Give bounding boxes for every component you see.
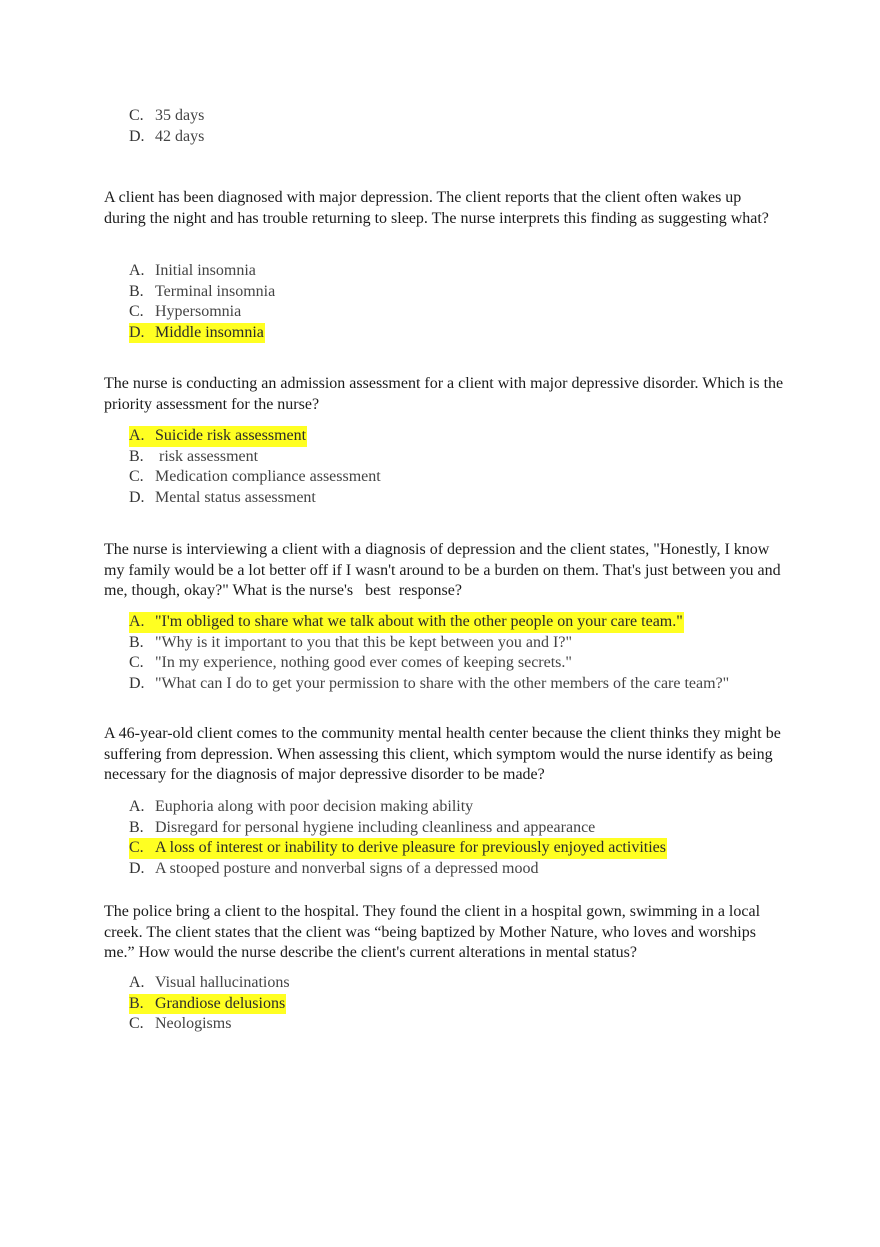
option-letter: A. <box>129 262 145 279</box>
option-d <box>129 488 382 509</box>
option-letter: A. <box>129 798 145 815</box>
option-d <box>129 127 205 148</box>
question-text: The nurse is conducting an admission assessment for a client with major depressive disorder. Which is the priority assessment for the nurse? <box>104 375 784 413</box>
option-letter: B. <box>129 994 144 1012</box>
option-a-highlighted-answer <box>129 426 382 447</box>
option-letter: C. <box>129 468 144 485</box>
option-letter: B. <box>129 282 144 300</box>
option-text: Medication compliance assessment <box>155 468 381 485</box>
option-c <box>129 467 382 488</box>
option-letter: A. <box>129 427 145 444</box>
option-a <box>129 797 667 818</box>
option-letter: C. <box>129 1015 144 1032</box>
option-text: 42 days <box>155 127 205 145</box>
option-text: Middle insomnia <box>155 323 264 341</box>
option-text: Mental status assessment <box>155 488 316 506</box>
option-text: Euphoria along with poor decision making ability <box>155 798 474 815</box>
option-text: Disregard for personal hygiene including cleanliness and appearance <box>155 818 596 836</box>
question-text: A 46-year-old client comes to the community mental health center because the client thinks they might be suffering from depression. When assessing this client, which symptom would the nurse identify as being necessary for the diagnosis of major depressive disorder to be made? <box>104 725 781 783</box>
option-letter: B. <box>129 447 144 465</box>
option-letter: C. <box>129 303 144 320</box>
option-text: "Why is it important to you that this be kept between you and I?" <box>155 633 572 651</box>
question-options <box>129 261 276 343</box>
option-letter: D. <box>129 859 145 877</box>
option-text: risk assessment <box>155 447 259 465</box>
option-c <box>129 302 276 323</box>
question-options <box>129 797 667 879</box>
option-text: Neologisms <box>155 1015 232 1032</box>
option-d-highlighted-answer <box>129 323 276 344</box>
option-b <box>129 818 667 839</box>
question-options <box>129 973 291 1035</box>
option-text: A loss of interest or inability to derive pleasure for previously enjoyed activities <box>155 839 666 856</box>
option-text: Terminal insomnia <box>155 282 276 300</box>
fragment-options <box>129 106 205 147</box>
option-a <box>129 973 291 994</box>
option-text: "I'm obliged to share what we talk about with the other people on your care team." <box>155 613 683 630</box>
option-letter: D. <box>129 323 145 341</box>
question-text: A client has been diagnosed with major depression. The client reports that the client often wakes up during the night and has trouble returning to sleep. The nurse interprets this finding as suggesting what? <box>104 189 769 227</box>
option-a <box>129 261 276 282</box>
option-text: A stooped posture and nonverbal signs of a depressed mood <box>155 859 539 877</box>
option-text: Hypersomnia <box>155 303 242 320</box>
option-c-highlighted-answer <box>129 838 667 859</box>
option-letter: D. <box>129 488 145 506</box>
option-text: 35 days <box>155 107 205 124</box>
option-text: Suicide risk assessment <box>155 427 307 444</box>
option-letter: C. <box>129 107 144 124</box>
option-letter: C. <box>129 654 144 671</box>
option-c <box>129 106 205 127</box>
option-letter: A. <box>129 613 145 630</box>
question-text: The nurse is interviewing a client with a diagnosis of depression and the client states, "Honestly, I know my family would be a lot better off if I wasn't around to be a burden on them. That's just between you and me, though, okay?" What is the nurse's best response? <box>104 541 785 599</box>
option-c <box>129 1014 291 1035</box>
option-text: Visual hallucinations <box>155 974 290 991</box>
option-letter: D. <box>129 674 145 692</box>
option-b <box>129 447 382 468</box>
option-letter: D. <box>129 127 145 145</box>
option-text: Initial insomnia <box>155 262 256 279</box>
option-letter: C. <box>129 839 144 856</box>
option-letter: B. <box>129 633 144 651</box>
question-options <box>129 612 730 694</box>
option-b <box>129 633 730 654</box>
option-b <box>129 282 276 303</box>
option-letter: B. <box>129 818 144 836</box>
option-letter: A. <box>129 974 145 991</box>
option-text: Grandiose delusions <box>155 994 286 1012</box>
option-b-highlighted-answer <box>129 994 291 1015</box>
option-d <box>129 674 730 695</box>
option-text: "In my experience, nothing good ever comes of keeping secrets." <box>155 654 572 671</box>
option-text: "What can I do to get your permission to share with the other members of the care team?" <box>155 674 730 692</box>
option-a-highlighted-answer <box>129 612 730 633</box>
question-options <box>129 426 382 508</box>
option-c <box>129 653 730 674</box>
question-text: The police bring a client to the hospital. They found the client in a hospital gown, swimming in a local creek. The client states that the client was “being baptized by Mother Nature, who loves and worships me.” How would the nurse describe the client's current alterations in mental status? <box>104 903 761 961</box>
option-d <box>129 859 667 880</box>
